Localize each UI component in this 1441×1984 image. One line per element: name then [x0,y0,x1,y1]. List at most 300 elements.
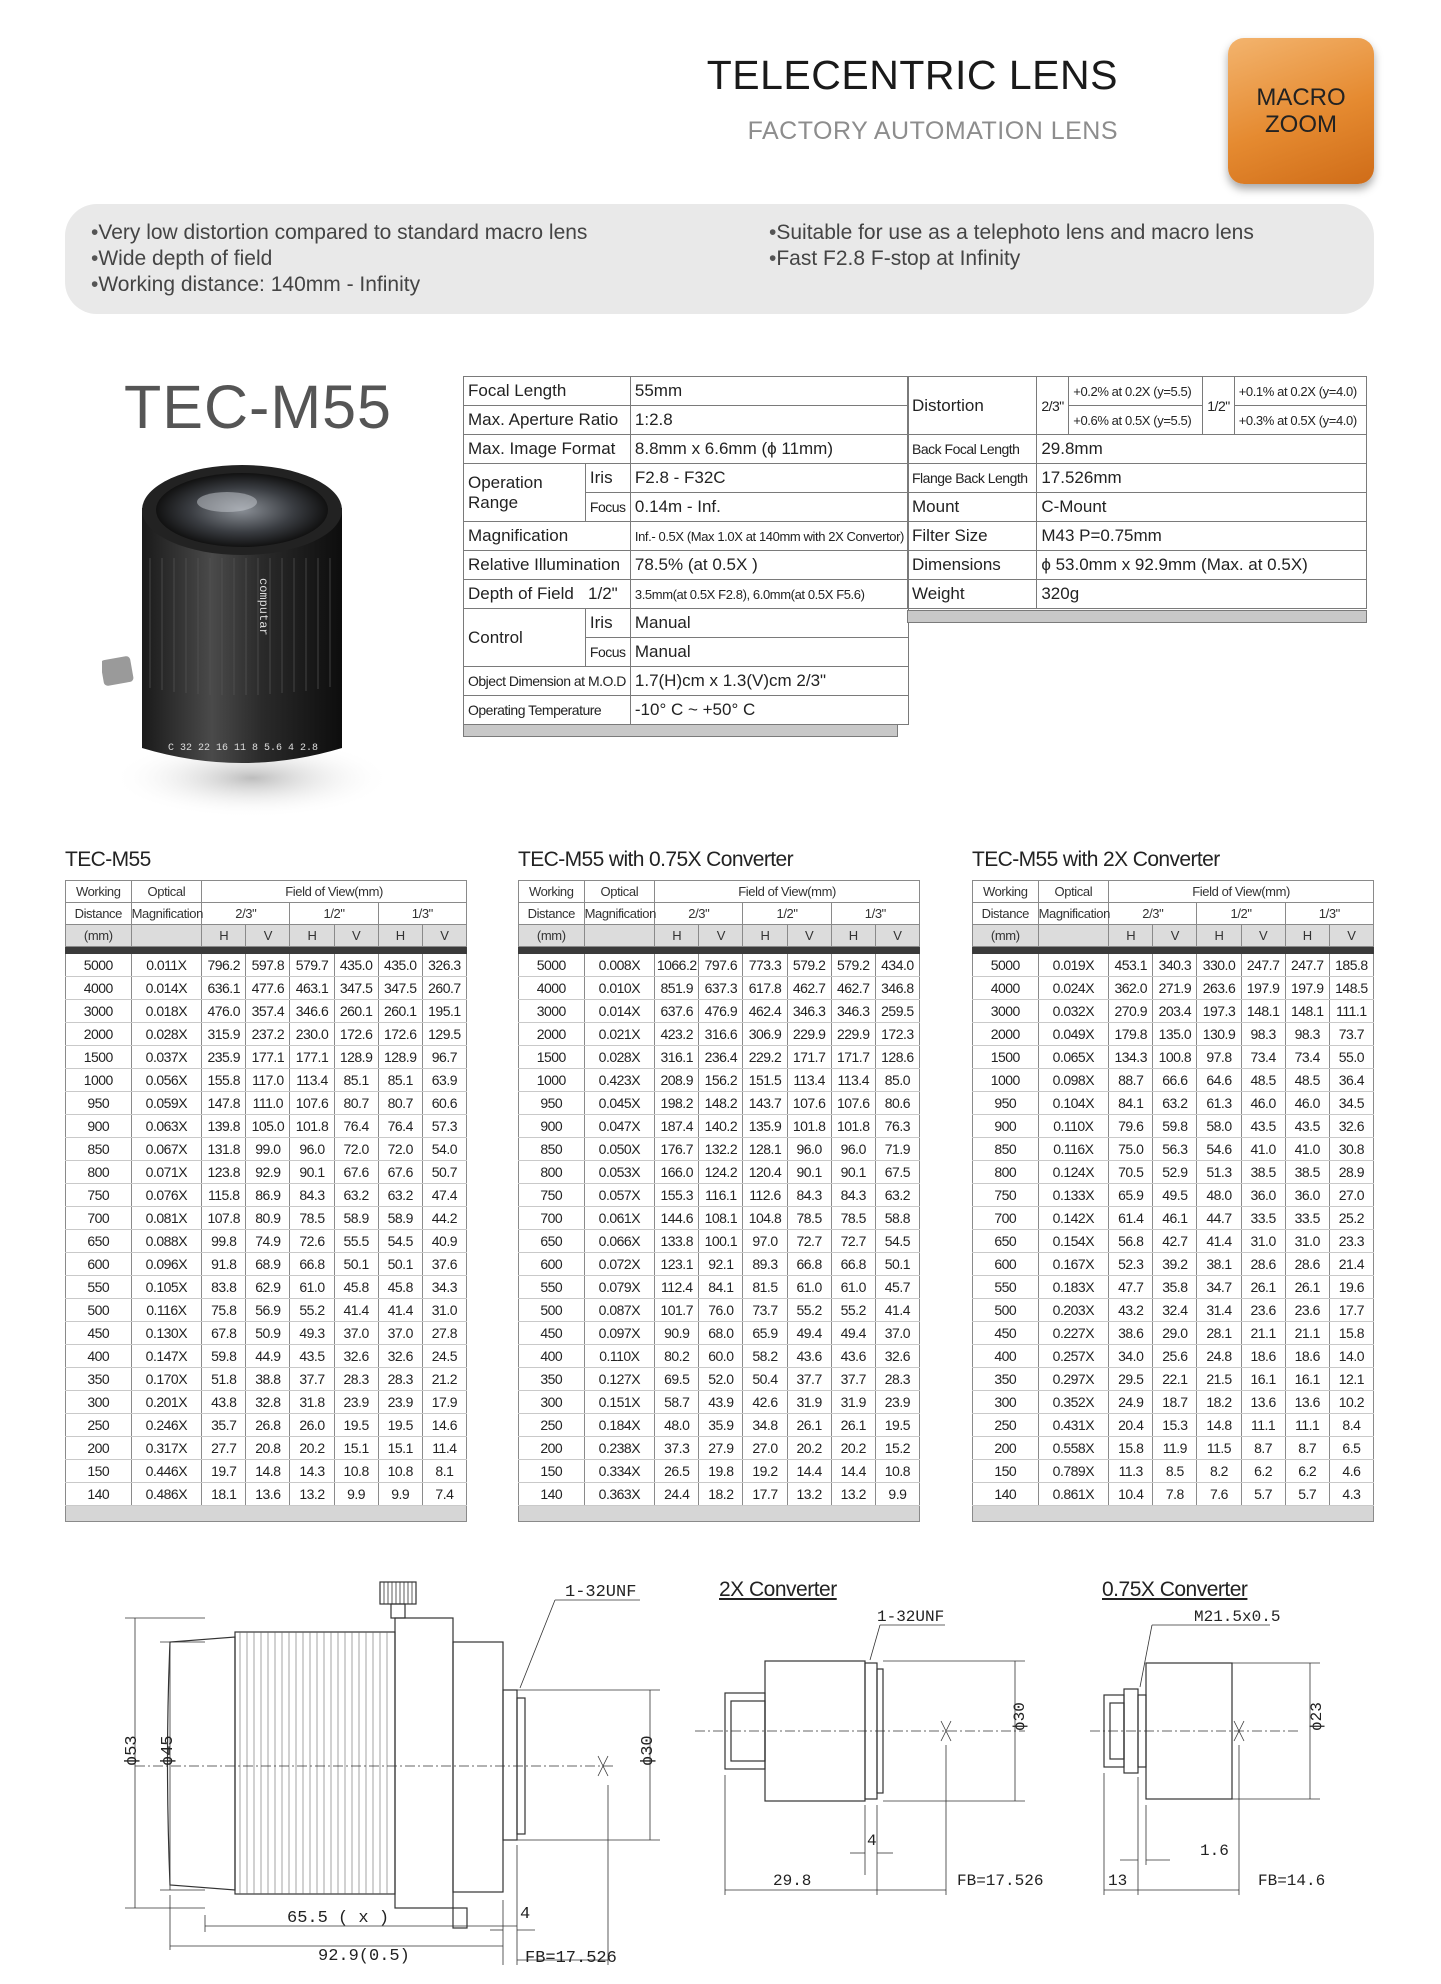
fov-cell: 68.9 [246,1253,290,1276]
fov-cell: 90.1 [290,1161,334,1184]
fov-cell: 0.056X [131,1069,202,1092]
fov-cell: 2000 [66,1023,132,1046]
fov-cell: 2000 [973,1023,1039,1046]
fov-cell: 17.7 [743,1483,787,1506]
fov-cell: 600 [66,1253,132,1276]
fov-cell: 151.5 [743,1069,787,1092]
fov-cell: 49.5 [1153,1184,1197,1207]
fov-row [519,1161,920,1184]
fov-cell: 143.7 [743,1092,787,1115]
features-right [769,220,1254,272]
spec-label: Back Focal Length [908,435,1037,464]
fov-cell: 28.3 [875,1368,919,1391]
fov-cell: 63.2 [334,1184,378,1207]
col-header-v: V [699,925,743,947]
fov-cell: 76.0 [699,1299,743,1322]
dim-thread: 1-32UNF [877,1608,945,1626]
spec-row-filter [908,522,1367,551]
fov-cell: 9.9 [875,1483,919,1506]
fov-row [66,1092,467,1115]
fov-cell: 850 [973,1138,1039,1161]
fov-cell: 55.2 [290,1299,334,1322]
fov-cell: 75.8 [202,1299,246,1322]
fov-cell: 85.1 [378,1069,422,1092]
fov-cell: 26.0 [290,1414,334,1437]
fov-cell: 0.238X [584,1437,655,1460]
spec-row-dimensions [908,551,1367,580]
fov-cell: 76.3 [875,1115,919,1138]
fov-cell: 45.8 [334,1276,378,1299]
fov-row [519,1345,920,1368]
fov-cell: 108.1 [699,1207,743,1230]
col-header-v: V [334,925,378,947]
feature-item: • Very low distortion compared to standard macro lens [91,220,587,246]
col-header-fov: Field of View(mm) [655,881,920,903]
fov-cell: 7.4 [422,1483,466,1506]
fov-cell: 27.7 [202,1437,246,1460]
spec-value: ϕ 53.0mm x 92.9mm (Max. at 0.5X) [1037,551,1367,580]
fov-cell: 4000 [519,977,585,1000]
fov-cell: 105.0 [246,1115,290,1138]
fov-cell: 148.1 [1241,1000,1285,1023]
fov-cell: 43.9 [699,1391,743,1414]
fov-row [66,1483,467,1506]
fov-cell: 0.008X [584,954,655,977]
spec-row-max-image [464,435,909,464]
fov-cell: 347.5 [378,977,422,1000]
fov-cell: 43.5 [1241,1115,1285,1138]
fov-cell: 55.2 [787,1299,831,1322]
fov-cell: 31.0 [1285,1230,1329,1253]
fov-cell: 11.4 [422,1437,466,1460]
fov-cell: 3000 [519,1000,585,1023]
fov-cell: 45.8 [378,1276,422,1299]
col-header-v: V [1241,925,1285,947]
fov-cell: 0.097X [584,1322,655,1345]
fov-cell: 650 [519,1230,585,1253]
fov-cell: 579.2 [831,954,875,977]
drawing-title-075x: 0.75X Converter [1102,1578,1248,1601]
fov-row [519,977,920,1000]
fov-cell: 1500 [519,1046,585,1069]
fov-row [66,1368,467,1391]
fov-cell: 15.1 [334,1437,378,1460]
fov-cell: 172.3 [875,1023,919,1046]
fov-cell: 2000 [519,1023,585,1046]
fov-cell: 23.9 [334,1391,378,1414]
spec-row-operating-temp [464,696,909,725]
fov-row [66,1345,467,1368]
fov-cell: 0.130X [131,1322,202,1345]
fov-title-3: TEC-M55 with 2X Converter [972,848,1220,871]
fov-header-row-2 [519,903,920,925]
fov-cell: 797.6 [699,954,743,977]
fov-cell: 200 [973,1437,1039,1460]
fov-row [519,1000,920,1023]
fov-cell: 700 [973,1207,1039,1230]
fov-cell: 27.8 [422,1322,466,1345]
fov-cell: 23.6 [1285,1299,1329,1322]
fov-cell: 13.6 [1285,1391,1329,1414]
fov-cell: 5.7 [1285,1483,1329,1506]
col-header-size-13: 1/3" [831,903,919,925]
fov-cell: 113.4 [787,1069,831,1092]
fov-cell: 133.8 [655,1230,699,1253]
fov-cell: 96.0 [831,1138,875,1161]
spec-value: F2.8 - F32C [630,464,908,493]
fov-table-2 [518,880,920,1522]
fov-cell: 59.8 [1153,1115,1197,1138]
fov-cell: 0.014X [131,977,202,1000]
fov-cell: 15.8 [1109,1437,1153,1460]
fov-header-row-3 [519,925,920,947]
fov-cell: 56.9 [246,1299,290,1322]
fov-cell: 140 [973,1483,1039,1506]
spec-label [464,580,631,609]
fov-cell: 73.7 [743,1299,787,1322]
fov-cell: 19.5 [378,1414,422,1437]
fov-cell: 0.057X [584,1184,655,1207]
fov-cell: 11.9 [1153,1437,1197,1460]
fov-cell: 37.7 [831,1368,875,1391]
spec-label: Distortion [908,377,1037,435]
fov-cell: 23.3 [1329,1230,1373,1253]
fov-cell: 147.8 [202,1092,246,1115]
fov-row [519,1483,920,1506]
fov-cell: 0.558X [1038,1437,1109,1460]
fov-cell: 0.032X [1038,1000,1109,1023]
spec-label: Magnification [464,522,631,551]
spec-label: Dimensions [908,551,1037,580]
fov-cell: 32.4 [1153,1299,1197,1322]
fov-cell: 72.0 [378,1138,422,1161]
fov-cell: 43.6 [787,1345,831,1368]
fov-cell: 111.0 [246,1092,290,1115]
fov-row [519,1092,920,1115]
fov-cell: 43.8 [202,1391,246,1414]
fov-cell: 31.0 [422,1299,466,1322]
fov-cell: 0.431X [1038,1414,1109,1437]
spec-value: 3.5mm(at 0.5X F2.8), 6.0mm(at 0.5X F5.6) [630,580,908,609]
fov-cell: 1000 [973,1069,1039,1092]
fov-header-row-1 [519,881,920,903]
fov-cell: 15.1 [378,1437,422,1460]
col-header-h: H [743,925,787,947]
fov-cell: 200 [519,1437,585,1460]
fov-cell: 73.4 [1241,1046,1285,1069]
fov-cell: 42.6 [743,1391,787,1414]
fov-cell: 8.4 [1329,1414,1373,1437]
spec-row-flange-back [908,464,1367,493]
fov-cell: 21.5 [1197,1368,1241,1391]
fov-cell: 101.8 [290,1115,334,1138]
lens-aperture-scale: C 32 22 16 11 8 5.6 4 2.8 [168,743,319,754]
fov-row [66,1322,467,1345]
fov-cell: 350 [66,1368,132,1391]
feature-item: • Working distance: 140mm - Infinity [91,272,587,298]
feature-item: • Suitable for use as a telephoto lens and macro lens [769,220,1254,246]
fov-cell: 101.8 [787,1115,831,1138]
fov-row [973,1138,1374,1161]
fov-cell: 55.0 [1329,1046,1373,1069]
fov-cell: 32.6 [1329,1115,1373,1138]
col-header-v: V [246,925,290,947]
fov-cell: 270.9 [1109,1000,1153,1023]
fov-row [519,1207,920,1230]
fov-cell: 83.8 [202,1276,246,1299]
fov-cell: 11.3 [1109,1460,1153,1483]
fov-row [66,1230,467,1253]
fov-cell: 0.021X [584,1023,655,1046]
feature-item: • Wide depth of field [91,246,587,272]
fov-cell: 41.0 [1285,1138,1329,1161]
fov-cell: 50.7 [422,1161,466,1184]
fov-cell: 150 [519,1460,585,1483]
col-header-h: H [655,925,699,947]
spec-value: 0.14m - Inf. [630,493,908,522]
fov-cell: 43.2 [1109,1299,1153,1322]
fov-row [973,1069,1374,1092]
fov-cell: 11.1 [1285,1414,1329,1437]
fov-row [973,1230,1374,1253]
fov-cell: 150 [973,1460,1039,1483]
fov-cell: 46.1 [1153,1207,1197,1230]
spec-value: 320g [1037,580,1367,609]
col-header-distance: Distance [519,903,585,925]
fov-cell: 66.8 [787,1253,831,1276]
spec-row-operation-iris [464,464,909,493]
fov-cell: 950 [66,1092,132,1115]
fov-cell: 84.1 [699,1276,743,1299]
spec-value: C-Mount [1037,493,1367,522]
fov-cell: 69.5 [655,1368,699,1391]
fov-cell: 28.1 [1197,1322,1241,1345]
fov-cell: 84.3 [290,1184,334,1207]
fov-cell: 7.8 [1153,1483,1197,1506]
col-header-size-12: 1/2" [743,903,831,925]
fov-cell: 123.8 [202,1161,246,1184]
fov-cell: 78.5 [290,1207,334,1230]
fov-cell: 135.9 [743,1115,787,1138]
fov-cell: 1066.2 [655,954,699,977]
col-header-size-13: 1/3" [378,903,466,925]
col-header-h: H [1109,925,1153,947]
fov-cell: 28.9 [1329,1161,1373,1184]
fov-row [66,977,467,1000]
fov-cell: 197.9 [1241,977,1285,1000]
fov-cell: 66.8 [831,1253,875,1276]
fov-cell: 107.8 [202,1207,246,1230]
fov-cell: 550 [519,1276,585,1299]
fov-row [66,1253,467,1276]
fov-cell: 32.6 [378,1345,422,1368]
col-header-distance: Distance [66,903,132,925]
drawing-title-2x: 2X Converter [719,1578,837,1601]
fov-cell: 90.9 [655,1322,699,1345]
fov-cell: 0.334X [584,1460,655,1483]
fov-cell: 54.5 [378,1230,422,1253]
fov-cell: 156.2 [699,1069,743,1092]
fov-cell: 80.2 [655,1345,699,1368]
fov-cell: 96.0 [290,1138,334,1161]
fov-row [66,1299,467,1322]
fov-row [973,1207,1374,1230]
fov-cell: 550 [973,1276,1039,1299]
fov-cell: 48.0 [1197,1184,1241,1207]
fov-cell: 13.2 [290,1483,334,1506]
fov-cell: 260.1 [334,1000,378,1023]
fov-cell: 89.3 [743,1253,787,1276]
fov-cell: 31.9 [831,1391,875,1414]
fov-cell: 57.3 [422,1115,466,1138]
spec-sublabel: Iris [585,464,630,493]
fov-cell: 26.1 [787,1414,831,1437]
spec-row-depth-of-field [464,580,909,609]
fov-cell: 463.1 [290,977,334,1000]
fov-cell: 423.2 [655,1023,699,1046]
col-header-mm: (mm) [519,925,585,947]
dim-fb: FB=17.526 [525,1949,617,1968]
fov-cell: 44.7 [1197,1207,1241,1230]
fov-cell: 70.5 [1109,1161,1153,1184]
fov-cell: 0.053X [584,1161,655,1184]
fov-cell: 5000 [973,954,1039,977]
fov-cell: 85.1 [334,1069,378,1092]
fov-cell: 650 [66,1230,132,1253]
fov-cell: 61.0 [290,1276,334,1299]
fov-cell: 26.5 [655,1460,699,1483]
fov-cell: 10.8 [334,1460,378,1483]
fov-cell: 17.9 [422,1391,466,1414]
spec-row-back-focal [908,435,1367,464]
fov-cell: 62.9 [246,1276,290,1299]
fov-cell: 130.9 [1197,1023,1241,1046]
fov-cell: 0.018X [131,1000,202,1023]
fov-row [519,1414,920,1437]
spec-label: Max. Image Format [464,435,631,464]
fov-cell: 3000 [66,1000,132,1023]
fov-cell: 35.9 [699,1414,743,1437]
fov-cell: 177.1 [246,1046,290,1069]
fov-cell: 41.4 [1197,1230,1241,1253]
fov-cell: 259.5 [875,1000,919,1023]
fov-cell: 144.6 [655,1207,699,1230]
fov-cell: 21.1 [1285,1322,1329,1345]
fov-cell: 38.1 [1197,1253,1241,1276]
fov-row [66,1046,467,1069]
fov-cell: 462.4 [743,1000,787,1023]
fov-cell: 5000 [519,954,585,977]
fov-cell: 38.8 [246,1368,290,1391]
fov-cell: 63.9 [422,1069,466,1092]
fov-cell: 0.861X [1038,1483,1109,1506]
fov-cell: 13.2 [787,1483,831,1506]
fov-cell: 0.088X [131,1230,202,1253]
fov-cell: 1000 [519,1069,585,1092]
fov-cell: 0.028X [131,1023,202,1046]
fov-row [973,1460,1374,1483]
fov-cell: 76.4 [334,1115,378,1138]
fov-cell: 63.2 [378,1184,422,1207]
badge-line-2: ZOOM [1265,111,1337,138]
fov-cell: 235.9 [202,1046,246,1069]
fov-cell: 36.4 [1329,1069,1373,1092]
fov-cell: 0.486X [131,1483,202,1506]
fov-cell: 19.2 [743,1460,787,1483]
spec-value: 78.5% (at 0.5X ) [630,551,908,580]
fov-cell: 52.0 [699,1368,743,1391]
spec-label-sub: 1/2" [588,584,618,603]
fov-cell: 900 [66,1115,132,1138]
fov-cell: 52.9 [1153,1161,1197,1184]
fov-cell: 796.2 [202,954,246,977]
fov-cell: 88.7 [1109,1069,1153,1092]
fov-cell: 140.2 [699,1115,743,1138]
fov-title-2: TEC-M55 with 0.75X Converter [518,848,793,871]
fov-cell: 96.7 [422,1046,466,1069]
fov-cell: 48.5 [1285,1069,1329,1092]
fov-cell: 0.789X [1038,1460,1109,1483]
spec-label: Object Dimension at M.O.D [464,667,631,696]
dim-gap: 1.6 [1200,1842,1229,1860]
fov-cell: 435.0 [334,954,378,977]
fov-cell: 34.3 [422,1276,466,1299]
fov-row [519,1437,920,1460]
fov-cell: 18.6 [1285,1345,1329,1368]
col-header-size-13: 1/3" [1285,903,1373,925]
fov-cell: 47.7 [1109,1276,1153,1299]
fov-cell: 37.3 [655,1437,699,1460]
fov-header-row-2 [66,903,467,925]
spec-table-left-footer [463,724,898,737]
fov-row [66,1023,467,1046]
dim-gap: 4 [520,1905,531,1924]
fov-cell: 0.105X [131,1276,202,1299]
col-header-v: V [1329,925,1373,947]
fov-cell: 28.6 [1285,1253,1329,1276]
fov-cell: 0.071X [131,1161,202,1184]
fov-cell: 773.3 [743,954,787,977]
fov-cell: 5000 [66,954,132,977]
fov-cell: 6.2 [1285,1460,1329,1483]
fov-cell: 21.1 [1241,1322,1285,1345]
spec-value: Inf.- 0.5X (Max 1.0X at 140mm with 2X Convertor) [630,522,908,551]
fov-cell: 63.2 [875,1184,919,1207]
spec-label: Weight [908,580,1037,609]
fov-cell: 148.2 [699,1092,743,1115]
fov-cell: 132.2 [699,1138,743,1161]
dim-d30: ϕ30 [1011,1702,1029,1731]
fov-row [519,954,920,977]
spec-value: 17.526mm [1037,464,1367,493]
fov-cell: 340.3 [1153,954,1197,977]
fov-cell: 135.0 [1153,1023,1197,1046]
fov-cell: 247.7 [1285,954,1329,977]
dim-d30: ϕ30 [639,1735,658,1766]
fov-cell: 65.9 [1109,1184,1153,1207]
fov-cell: 600 [519,1253,585,1276]
fov-cell: 148.5 [1329,977,1373,1000]
fov-row [519,1391,920,1414]
fov-cell: 1500 [973,1046,1039,1069]
fov-cell: 58.7 [655,1391,699,1414]
fov-cell: 800 [519,1161,585,1184]
fov-cell: 208.9 [655,1069,699,1092]
fov-cell: 187.4 [655,1115,699,1138]
fov-cell: 450 [973,1322,1039,1345]
fov-cell: 59.8 [202,1345,246,1368]
fov-cell: 44.2 [422,1207,466,1230]
